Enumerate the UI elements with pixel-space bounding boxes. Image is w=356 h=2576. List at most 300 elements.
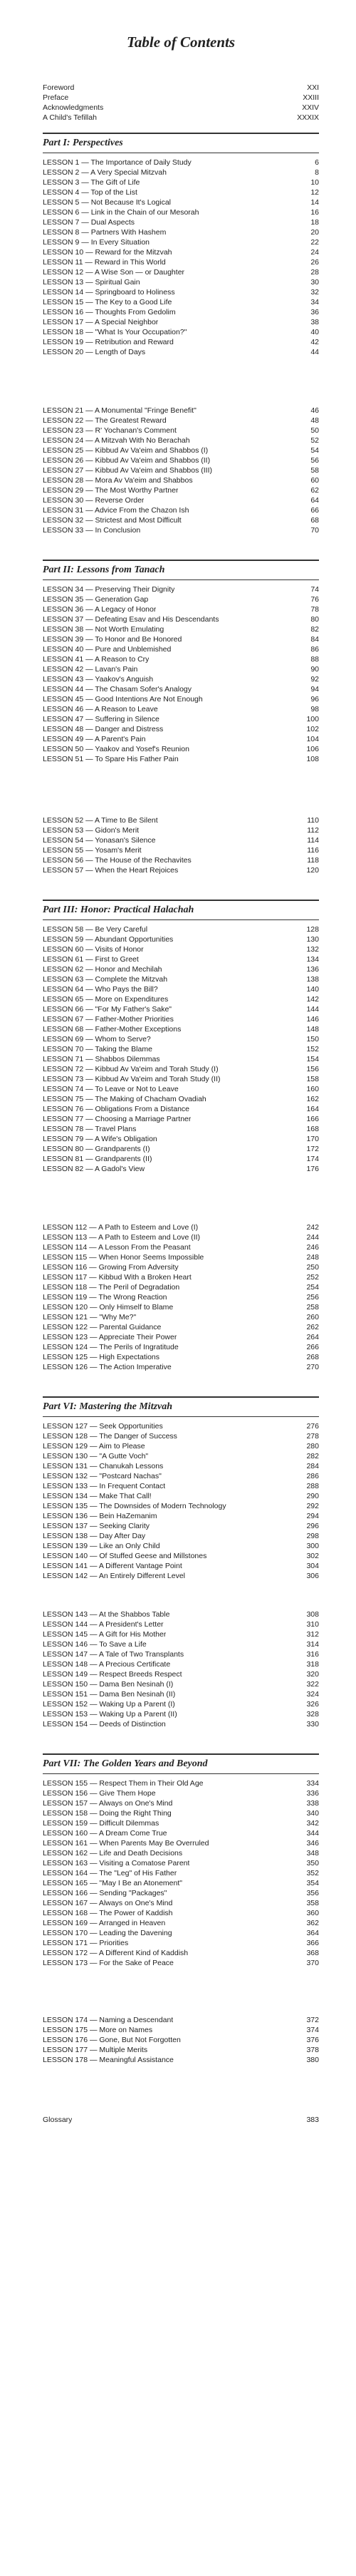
lesson-number: LESSON 60: [43, 945, 84, 954]
lesson-title: Pure and Unblemished: [95, 645, 172, 654]
front-matter-entry[interactable]: [43, 83, 319, 93]
lesson-page: 352: [306, 1869, 319, 1877]
lesson-entry[interactable]: [43, 495, 319, 505]
lesson-label: LESSON 67 — Father-Mother Priorities: [43, 1015, 174, 1024]
lesson-label: LESSON 45 — Good Intentions Are Not Enough: [43, 695, 203, 704]
lesson-entry[interactable]: [43, 416, 319, 426]
lesson-number: LESSON 41: [43, 655, 84, 664]
lesson-title: Appreciate Their Power: [98, 1333, 177, 1341]
lesson-title: A Wise Son — or Daughter: [94, 268, 185, 277]
lesson-entry[interactable]: [43, 2045, 319, 2055]
lesson-entry[interactable]: [43, 2025, 319, 2035]
lesson-entry[interactable]: [43, 207, 319, 217]
lesson-page: 38: [310, 318, 319, 326]
lesson-entry[interactable]: [43, 1104, 319, 1114]
lesson-entry[interactable]: [43, 1639, 319, 1649]
lesson-label: LESSON 60 — Visits of Honor: [43, 945, 144, 954]
lesson-entry[interactable]: [43, 2055, 319, 2065]
lesson-entry[interactable]: [43, 1322, 319, 1332]
lesson-entry[interactable]: [43, 1798, 319, 1808]
lesson-label: LESSON 128 — The Danger of Success: [43, 1432, 177, 1441]
lesson-entry[interactable]: [43, 924, 319, 934]
lesson-page: 114: [307, 836, 319, 845]
lesson-label: LESSON 10 — Reward for the Mitzvah: [43, 248, 172, 257]
lesson-entry[interactable]: [43, 1332, 319, 1342]
lesson-number: LESSON 121: [43, 1313, 88, 1322]
lesson-entry[interactable]: [43, 426, 319, 436]
lesson-title: The Power of Kaddish: [99, 1909, 173, 1917]
lesson-entry[interactable]: [43, 1421, 319, 1431]
lesson-title: Be Very Careful: [95, 925, 148, 934]
lesson-entry[interactable]: [43, 168, 319, 177]
lesson-entry[interactable]: [43, 1114, 319, 1124]
lesson-entry[interactable]: [43, 1709, 319, 1719]
lesson-entry[interactable]: [43, 694, 319, 704]
lesson-entry[interactable]: [43, 1461, 319, 1471]
lesson-entry[interactable]: [43, 1054, 319, 1064]
lesson-page: 330: [306, 1720, 319, 1729]
lesson-number: LESSON 177: [43, 2046, 88, 2054]
lesson-page: 256: [306, 1293, 319, 1302]
lesson-number: LESSON 20: [43, 348, 84, 356]
lesson-entry[interactable]: [43, 1619, 319, 1629]
lesson-label: LESSON 144 — A President's Letter: [43, 1620, 164, 1629]
lesson-entry[interactable]: [43, 1521, 319, 1531]
lesson-entry[interactable]: [43, 475, 319, 485]
lesson-entry[interactable]: [43, 654, 319, 664]
lesson-entry[interactable]: [43, 1014, 319, 1024]
lesson-entry[interactable]: [43, 1958, 319, 1968]
lesson-entry[interactable]: [43, 1719, 319, 1729]
lesson-page: 326: [306, 1700, 319, 1709]
lesson-number: LESSON 66: [43, 1005, 84, 1014]
lesson-number: LESSON 39: [43, 635, 84, 644]
lesson-number: LESSON 48: [43, 725, 84, 733]
lesson-label: LESSON 28 — Mora Av Va'eim and Shabbos: [43, 476, 193, 485]
lesson-entry[interactable]: [43, 1659, 319, 1669]
front-matter-entry[interactable]: [43, 113, 319, 123]
lesson-label: LESSON 145 — A Gift for His Mother: [43, 1630, 167, 1639]
lesson-label: LESSON 23 — R' Yochanan's Comment: [43, 426, 177, 435]
lesson-entry[interactable]: [43, 1352, 319, 1362]
lesson-entry[interactable]: [43, 1034, 319, 1044]
lesson-label: LESSON 117 — Kibbud With a Broken Heart: [43, 1273, 192, 1282]
lesson-entry[interactable]: [43, 1669, 319, 1679]
lesson-title: The "Leg" of His Father: [99, 1869, 177, 1877]
lesson-title: A Different Kind of Kaddish: [98, 1949, 189, 1957]
lesson-entry[interactable]: [43, 734, 319, 744]
lesson-entry[interactable]: [43, 1689, 319, 1699]
lesson-entry[interactable]: [43, 1064, 319, 1074]
lesson-title: Give Them Hope: [99, 1789, 156, 1798]
lesson-entry[interactable]: [43, 1838, 319, 1848]
lesson-label: LESSON 40 — Pure and Unblemished: [43, 645, 172, 654]
lesson-entry[interactable]: [43, 1004, 319, 1014]
lesson-entry[interactable]: [43, 1818, 319, 1828]
lesson-page: 40: [310, 328, 319, 336]
lesson-entry[interactable]: [43, 994, 319, 1004]
lesson-title: The Importance of Daily Study: [90, 158, 192, 167]
lesson-title: A Precious Certificate: [98, 1660, 171, 1669]
lesson-title: Not Worth Emulating: [95, 625, 164, 634]
lesson-entry[interactable]: [43, 347, 319, 357]
lesson-entry[interactable]: [43, 1908, 319, 1918]
lesson-number: LESSON 168: [43, 1909, 88, 1917]
lesson-page: 96: [310, 695, 319, 704]
lesson-entry[interactable]: [43, 624, 319, 634]
lesson-entry[interactable]: [43, 1868, 319, 1878]
lesson-title: Whom to Serve?: [95, 1035, 151, 1044]
entry-label: Acknowledgments: [43, 103, 104, 112]
lesson-entry[interactable]: [43, 1511, 319, 1521]
lesson-entry[interactable]: [43, 465, 319, 475]
lesson-number: LESSON 33: [43, 526, 84, 535]
lesson-title: A Very Special Mitzvah: [90, 168, 167, 177]
lesson-entry[interactable]: [43, 1471, 319, 1481]
lesson-entry[interactable]: [43, 1561, 319, 1571]
lesson-entry[interactable]: [43, 1262, 319, 1272]
lesson-entry[interactable]: [43, 684, 319, 694]
lesson-entry[interactable]: [43, 158, 319, 168]
lesson-label: LESSON 14 — Springboard to Holiness: [43, 288, 175, 297]
lesson-title: The Wrong Reaction: [98, 1293, 167, 1302]
lesson-number: LESSON 126: [43, 1363, 88, 1371]
lesson-page: 150: [306, 1035, 319, 1044]
lesson-entry[interactable]: [43, 1232, 319, 1242]
lesson-number: LESSON 14: [43, 288, 84, 297]
lesson-number: LESSON 124: [43, 1343, 88, 1351]
lesson-label: LESSON 119 — The Wrong Reaction: [43, 1293, 167, 1302]
lesson-page: 268: [306, 1353, 319, 1361]
lesson-page: 30: [310, 278, 319, 287]
lesson-entry[interactable]: [43, 1242, 319, 1252]
lesson-page: 314: [306, 1640, 319, 1649]
lesson-page: 160: [306, 1085, 319, 1093]
lesson-entry[interactable]: [43, 815, 319, 825]
lesson-entry[interactable]: [43, 217, 319, 227]
lesson-page: 380: [306, 2056, 319, 2064]
lesson-number: LESSON 157: [43, 1799, 88, 1808]
lesson-entry[interactable]: [43, 835, 319, 845]
lesson-page: 282: [306, 1452, 319, 1460]
lesson-entry[interactable]: [43, 1154, 319, 1164]
lesson-entry[interactable]: [43, 704, 319, 714]
lesson-entry[interactable]: [43, 1501, 319, 1511]
lesson-number: LESSON 79: [43, 1135, 84, 1143]
lesson-number: LESSON 32: [43, 516, 84, 525]
lesson-entry[interactable]: [43, 1302, 319, 1312]
lesson-label: LESSON 16 — Thoughts From Gedolim: [43, 308, 176, 316]
lesson-entry[interactable]: [43, 2015, 319, 2025]
lesson-entry[interactable]: [43, 485, 319, 495]
lesson-entry[interactable]: [43, 754, 319, 764]
lesson-entry[interactable]: [43, 1134, 319, 1144]
lesson-label: LESSON 6 — Link in the Chain of our Mesorah: [43, 208, 199, 217]
lesson-entry[interactable]: [43, 1272, 319, 1282]
lesson-page: 294: [306, 1512, 319, 1520]
lesson-number: LESSON 6: [43, 208, 80, 217]
lesson-entry[interactable]: [43, 954, 319, 964]
lesson-number: LESSON 112: [43, 1223, 88, 1232]
lesson-title: The Gift of Life: [90, 178, 140, 187]
lesson-number: LESSON 35: [43, 595, 84, 604]
lesson-page: 104: [306, 735, 319, 743]
lesson-entry[interactable]: [43, 1282, 319, 1292]
lesson-title: Kibbud Av Va'eim and Shabbos (II): [95, 456, 211, 465]
lesson-page: 302: [306, 1552, 319, 1560]
lesson-label: LESSON 147 — A Tale of Two Transplants: [43, 1650, 184, 1659]
lesson-entry[interactable]: [43, 197, 319, 207]
part-heading: Part VI: Mastering the Mitzvah: [43, 1396, 319, 1417]
lesson-page: 278: [306, 1432, 319, 1441]
lesson-title: Reward in This World: [94, 258, 166, 267]
lesson-title: A Tale of Two Transplants: [98, 1650, 184, 1659]
lesson-entry[interactable]: [43, 187, 319, 197]
lesson-number: LESSON 133: [43, 1482, 88, 1490]
lesson-number: LESSON 122: [43, 1323, 88, 1331]
lesson-entry[interactable]: [43, 436, 319, 445]
lesson-entry[interactable]: [43, 1808, 319, 1818]
lesson-entry[interactable]: [43, 1858, 319, 1868]
glossary-label: Glossary: [43, 2116, 73, 2124]
lesson-title: Shabbos Dilemmas: [95, 1055, 160, 1063]
lesson-page: 14: [310, 198, 319, 207]
lesson-entry[interactable]: [43, 317, 319, 327]
lesson-entry[interactable]: [43, 1074, 319, 1084]
lesson-entry[interactable]: [43, 455, 319, 465]
lesson-title: A President's Letter: [98, 1620, 164, 1629]
lesson-entry[interactable]: [43, 594, 319, 604]
lesson-entry[interactable]: [43, 227, 319, 237]
lesson-title: Reward for the Mitzvah: [95, 248, 172, 257]
lesson-entry[interactable]: [43, 634, 319, 644]
lesson-entry[interactable]: [43, 614, 319, 624]
lesson-entry[interactable]: [43, 964, 319, 974]
lesson-number: LESSON 3: [43, 178, 80, 187]
lesson-number: LESSON 173: [43, 1959, 88, 1967]
lesson-label: LESSON 69 — Whom to Serve?: [43, 1035, 151, 1044]
lesson-entry[interactable]: [43, 1541, 319, 1551]
lesson-entry[interactable]: [43, 327, 319, 337]
lesson-label: LESSON 175 — More on Names: [43, 2026, 153, 2034]
lesson-entry[interactable]: [43, 1609, 319, 1619]
lesson-entry[interactable]: [43, 445, 319, 455]
lesson-label: LESSON 8 — Partners With Hashem: [43, 228, 167, 237]
lesson-entry[interactable]: [43, 865, 319, 875]
lesson-entry[interactable]: [43, 845, 319, 855]
lesson-page: 374: [306, 2026, 319, 2034]
front-matter-entry[interactable]: [43, 93, 319, 103]
lesson-title: The Making of Chacham Ovadiah: [95, 1095, 206, 1103]
lesson-entry[interactable]: [43, 1292, 319, 1302]
lesson-entry[interactable]: [43, 267, 319, 277]
lesson-number: LESSON 71: [43, 1055, 84, 1063]
lesson-label: LESSON 160 — A Dream Come True: [43, 1829, 167, 1838]
glossary-entry[interactable]: [43, 2115, 319, 2125]
lesson-entry[interactable]: [43, 644, 319, 654]
lesson-entry[interactable]: [43, 1649, 319, 1659]
lesson-number: LESSON 135: [43, 1502, 88, 1510]
lesson-entry[interactable]: [43, 1222, 319, 1232]
lesson-page: 358: [306, 1899, 319, 1907]
lesson-page: 316: [306, 1650, 319, 1659]
lesson-entry[interactable]: [43, 1024, 319, 1034]
lesson-label: LESSON 152 — Waking Up a Parent (I): [43, 1700, 175, 1709]
lesson-entry[interactable]: [43, 1679, 319, 1689]
lesson-entry[interactable]: [43, 1938, 319, 1948]
lesson-entry[interactable]: [43, 855, 319, 865]
lesson-page: 34: [310, 298, 319, 306]
lesson-entry[interactable]: [43, 1531, 319, 1541]
lesson-entry[interactable]: [43, 984, 319, 994]
lesson-entry[interactable]: [43, 307, 319, 317]
lesson-entry[interactable]: [43, 604, 319, 614]
lesson-label: LESSON 112 — A Path to Esteem and Love (I): [43, 1223, 199, 1232]
lesson-label: LESSON 78 — Travel Plans: [43, 1125, 137, 1133]
lesson-entry[interactable]: [43, 825, 319, 835]
lesson-label: LESSON 172 — A Different Kind of Kaddish: [43, 1949, 189, 1957]
lesson-title: Kibbud With a Broken Heart: [98, 1273, 192, 1282]
lesson-label: LESSON 158 — Doing the Right Thing: [43, 1809, 172, 1818]
lesson-entry[interactable]: [43, 1848, 319, 1858]
lesson-entry[interactable]: [43, 1481, 319, 1491]
lesson-number: LESSON 5: [43, 198, 80, 207]
lesson-entry[interactable]: [43, 1144, 319, 1154]
lesson-entry[interactable]: [43, 974, 319, 984]
lesson-page: 276: [306, 1422, 319, 1431]
lesson-entry[interactable]: [43, 2035, 319, 2045]
lesson-title: Doing the Right Thing: [99, 1809, 172, 1818]
front-matter-entry[interactable]: [43, 103, 319, 113]
lesson-number: LESSON 30: [43, 496, 84, 505]
lesson-page: 378: [306, 2046, 319, 2054]
lesson-title: Not Because It's Logical: [90, 198, 172, 207]
lesson-entry[interactable]: [43, 1898, 319, 1908]
lesson-label: LESSON 62 — Honor and Mechilah: [43, 965, 162, 974]
lesson-entry[interactable]: [43, 1362, 319, 1372]
lesson-title: Multiple Merits: [99, 2046, 148, 2054]
lesson-page: 50: [310, 426, 319, 435]
lesson-entry[interactable]: [43, 1778, 319, 1788]
lesson-entry[interactable]: [43, 944, 319, 954]
lesson-entry[interactable]: [43, 1828, 319, 1838]
lesson-title: "For My Father's Sake": [95, 1005, 172, 1014]
lesson-label: LESSON 46 — A Reason to Leave: [43, 705, 158, 713]
lesson-entry[interactable]: [43, 525, 319, 535]
lesson-label: LESSON 36 — A Legacy of Honor: [43, 605, 157, 614]
lesson-number: LESSON 7: [43, 218, 80, 227]
lesson-page: 354: [306, 1879, 319, 1887]
lesson-page: 260: [306, 1313, 319, 1322]
lesson-title: Of Stuffed Geese and Millstones: [99, 1552, 207, 1560]
lesson-entry[interactable]: [43, 934, 319, 944]
lesson-page: 142: [306, 995, 319, 1004]
lesson-page: 58: [310, 466, 319, 475]
lesson-number: LESSON 34: [43, 585, 84, 594]
lesson-page: 136: [306, 965, 319, 974]
lesson-entry[interactable]: [43, 714, 319, 724]
lesson-entry[interactable]: [43, 1888, 319, 1898]
lesson-label: LESSON 72 — Kibbud Av Va'eim and Torah Study (I): [43, 1065, 219, 1073]
lesson-label: LESSON 127 — Seek Opportunities: [43, 1422, 163, 1431]
lesson-label: LESSON 126 — The Action Imperative: [43, 1363, 172, 1371]
lesson-entry[interactable]: [43, 1084, 319, 1094]
lesson-entry[interactable]: [43, 277, 319, 287]
lesson-entry[interactable]: [43, 1431, 319, 1441]
lesson-title: Sending "Packages": [99, 1889, 167, 1897]
lesson-label: LESSON 176 — Gone, But Not Forgotten: [43, 2036, 181, 2044]
lesson-entry[interactable]: [43, 1094, 319, 1104]
lesson-number: LESSON 52: [43, 816, 84, 825]
lesson-title: Leading the Davening: [99, 1929, 172, 1937]
lesson-entry[interactable]: [43, 1451, 319, 1461]
lesson-entry[interactable]: [43, 1571, 319, 1581]
lesson-entry[interactable]: [43, 674, 319, 684]
lesson-entry[interactable]: [43, 1164, 319, 1174]
lesson-label: LESSON 2 — A Very Special Mitzvah: [43, 168, 167, 177]
lesson-label: LESSON 151 — Dama Ben Nesinah (II): [43, 1690, 176, 1699]
lesson-entry[interactable]: [43, 1491, 319, 1501]
lesson-page: 242: [306, 1223, 319, 1232]
lesson-entry[interactable]: [43, 724, 319, 734]
lesson-entry[interactable]: [43, 297, 319, 307]
lesson-page: 284: [306, 1462, 319, 1470]
lesson-entry[interactable]: [43, 287, 319, 297]
part-heading: Part II: Lessons from Tanach: [43, 560, 319, 580]
lesson-group: [43, 815, 319, 875]
lesson-entry[interactable]: [43, 237, 319, 247]
lesson-entry[interactable]: [43, 1441, 319, 1451]
lesson-entry[interactable]: [43, 1252, 319, 1262]
lesson-entry[interactable]: [43, 247, 319, 257]
lesson-page: 246: [306, 1243, 319, 1252]
lesson-entry[interactable]: [43, 505, 319, 515]
lesson-number: LESSON 44: [43, 685, 84, 694]
lesson-number: LESSON 2: [43, 168, 80, 177]
lesson-number: LESSON 37: [43, 615, 84, 624]
lesson-entry[interactable]: [43, 257, 319, 267]
lesson-entry[interactable]: [43, 1918, 319, 1928]
lesson-entry[interactable]: [43, 1788, 319, 1798]
lesson-label: LESSON 37 — Defeating Esav and His Descendants: [43, 615, 219, 624]
lesson-title: Bein HaZemanim: [99, 1512, 157, 1520]
lesson-page: 346: [306, 1839, 319, 1848]
lesson-label: LESSON 81 — Grandparents (II): [43, 1155, 152, 1163]
lesson-entry[interactable]: [43, 1629, 319, 1639]
lesson-entry[interactable]: [43, 515, 319, 525]
lesson-label: LESSON 136 — Bein HaZemanim: [43, 1512, 157, 1520]
lesson-entry[interactable]: [43, 1928, 319, 1938]
lesson-entry[interactable]: [43, 1312, 319, 1322]
lesson-page: 112: [307, 826, 319, 835]
lesson-entry[interactable]: [43, 584, 319, 594]
lesson-entry[interactable]: [43, 664, 319, 674]
lesson-entry[interactable]: [43, 337, 319, 347]
lesson-number: LESSON 127: [43, 1422, 88, 1431]
lesson-title: Visiting a Comatose Parent: [99, 1859, 190, 1867]
lesson-entry[interactable]: [43, 1124, 319, 1134]
lesson-entry[interactable]: [43, 1878, 319, 1888]
lesson-entry[interactable]: [43, 177, 319, 187]
lesson-entry[interactable]: [43, 1699, 319, 1709]
lesson-entry[interactable]: [43, 1948, 319, 1958]
lesson-entry[interactable]: [43, 1044, 319, 1054]
lesson-entry[interactable]: [43, 1551, 319, 1561]
lesson-entry[interactable]: [43, 406, 319, 416]
lesson-entry[interactable]: [43, 1342, 319, 1352]
lesson-page: 360: [306, 1909, 319, 1917]
lesson-entry[interactable]: [43, 744, 319, 754]
